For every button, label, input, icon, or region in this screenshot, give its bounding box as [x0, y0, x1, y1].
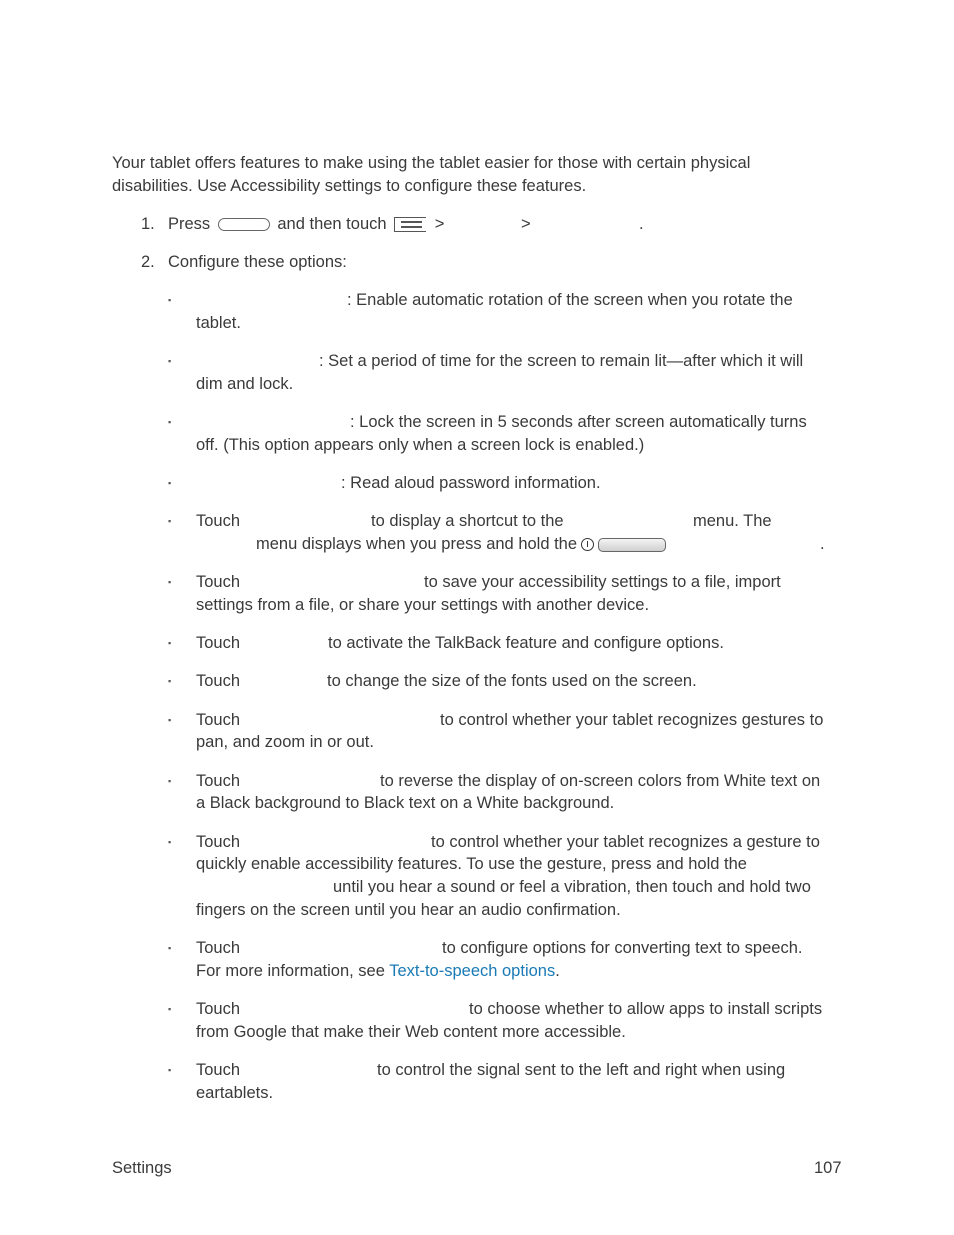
gesture-line-4: fingers on the screen until you hear an audio confirmation.: [196, 901, 621, 919]
step-1-number: 1.: [141, 215, 155, 233]
footer-section: Settings: [112, 1159, 172, 1177]
sound-balance-line-1: to control the signal sent to the left and right when using: [377, 1061, 786, 1079]
bullet-icon: ▪: [168, 776, 172, 786]
tts-options-link[interactable]: Text-to-speech options: [389, 962, 556, 980]
page-number: 107: [814, 1159, 842, 1177]
tts-line-2: [196, 960, 560, 983]
manage-line-2: settings from a file, or share your settings with another device.: [196, 596, 650, 614]
timeout-line-1: : Set a period of time for the screen to remain lit—after which it will: [319, 352, 804, 370]
manage-touch: Touch: [196, 573, 241, 591]
power-icon: [581, 538, 594, 551]
magnification-line-1: to control whether your tablet recognizes gestures to: [440, 711, 824, 729]
shortcut-line-2: [256, 533, 666, 556]
gesture-line-3: until you hear a sound or feel a vibration, then touch and hold two: [333, 878, 811, 896]
bullet-icon: ▪: [168, 516, 172, 526]
gesture-line-2: quickly enable accessibility features. To use the gesture, press and hold the: [196, 855, 747, 873]
tts-touch: Touch: [196, 939, 241, 957]
web-scripts-line-1: to choose whether to allow apps to install scripts: [469, 1000, 823, 1018]
web-scripts-line-2: from Google that make their Web content more accessible.: [196, 1023, 626, 1041]
step-2-number: 2.: [141, 253, 155, 271]
bullet-icon: ▪: [168, 417, 172, 427]
lock-auto-line-2: off. (This option appears only when a screen lock is enabled.): [196, 436, 645, 454]
home-key-icon: [218, 218, 270, 231]
bullet-icon: ▪: [168, 478, 172, 488]
auto-rotate-line-1: : Enable automatic rotation of the screen when you rotate the: [347, 291, 793, 309]
tts-line-1: to configure options for converting text to speech.: [442, 939, 803, 957]
bullet-icon: ▪: [168, 676, 172, 686]
tts-line-2-text: For more information, see: [196, 962, 385, 980]
bullet-icon: ▪: [168, 1004, 172, 1014]
magnification-touch: Touch: [196, 711, 241, 729]
sound-balance-line-2: eartablets.: [196, 1084, 274, 1102]
web-scripts-touch: Touch: [196, 1000, 241, 1018]
bullet-icon: ▪: [168, 295, 172, 305]
shortcut-part-1: to display a shortcut to the: [371, 512, 564, 530]
bullet-icon: ▪: [168, 943, 172, 953]
gesture-touch: Touch: [196, 833, 241, 851]
bullet-icon: ▪: [168, 715, 172, 725]
bullet-icon: ▪: [168, 1065, 172, 1075]
menu-icon: [394, 217, 426, 232]
step-1: [168, 213, 444, 236]
tts-end: .: [555, 962, 560, 980]
intro-line-2: disabilities. Use Accessibility settings to configure these features.: [112, 177, 587, 195]
auto-rotate-line-2: tablet.: [196, 314, 241, 332]
font-size-touch: Touch: [196, 672, 241, 690]
timeout-line-2: dim and lock.: [196, 375, 294, 393]
talkback-touch: Touch: [196, 634, 241, 652]
step-1-period: .: [639, 215, 644, 233]
intro-line-1: Your tablet offers features to make using the tablet easier for those with certain physical: [112, 154, 751, 172]
font-size-line-1: to change the size of the fonts used on the screen.: [327, 672, 697, 690]
shortcut-end: .: [820, 535, 825, 553]
negative-line-1: to reverse the display of on-screen colors from White text on: [380, 772, 821, 790]
negative-line-2: a Black background to Black text on a White background.: [196, 794, 615, 812]
step-1-then: and then touch: [277, 215, 387, 233]
sound-balance-touch: Touch: [196, 1061, 241, 1079]
talkback-line-1: to activate the TalkBack feature and configure options.: [328, 634, 724, 652]
bullet-icon: ▪: [168, 638, 172, 648]
power-key-icon: [598, 538, 666, 552]
shortcut-part-2: menu. The: [693, 512, 772, 530]
manage-line-1: to save your accessibility settings to a file, import: [424, 573, 781, 591]
gesture-line-1: to control whether your tablet recognizes a gesture to: [431, 833, 820, 851]
shortcut-line-2-text: menu displays when you press and hold the: [256, 535, 578, 553]
speak-passwords-line-1: : Read aloud password information.: [341, 474, 601, 492]
shortcut-touch: Touch: [196, 512, 241, 530]
step-1-gt-1: >: [434, 215, 445, 233]
bullet-icon: ▪: [168, 577, 172, 587]
step-1-press: Press: [168, 215, 211, 233]
step-1-gt-2: >: [521, 215, 531, 233]
magnification-line-2: pan, and zoom in or out.: [196, 733, 374, 751]
lock-auto-line-1: : Lock the screen in 5 seconds after screen automatically turns: [350, 413, 807, 431]
negative-touch: Touch: [196, 772, 241, 790]
bullet-icon: ▪: [168, 356, 172, 366]
bullet-icon: ▪: [168, 837, 172, 847]
step-2-text: Configure these options:: [168, 253, 347, 271]
